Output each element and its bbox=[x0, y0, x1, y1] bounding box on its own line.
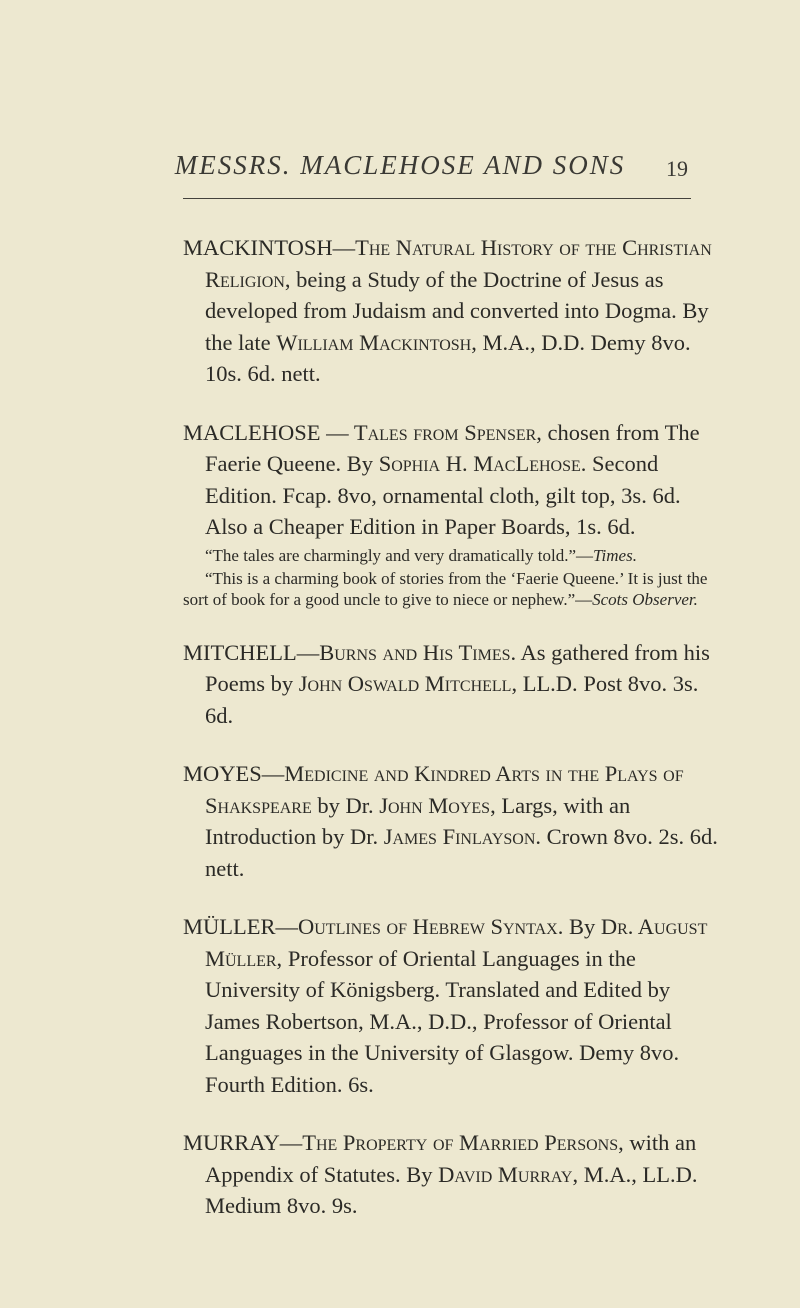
entry-title: —Burns and His Times. bbox=[296, 639, 517, 665]
entry-body bbox=[183, 1127, 723, 1222]
entry-author: MACLEHOSE bbox=[183, 419, 321, 445]
catalogue-entry bbox=[183, 637, 723, 732]
entry-person: John Moyes, bbox=[379, 792, 496, 818]
entry-text: By bbox=[563, 914, 601, 939]
entry-body bbox=[183, 637, 723, 732]
quote-source: Times. bbox=[593, 545, 637, 565]
entry-title: —Outlines of Hebrew Syntax. bbox=[275, 914, 564, 939]
entry-author: MACKINTOSH bbox=[183, 235, 333, 260]
entry-rest: Crown 8vo. 2s. 6d. nett. bbox=[205, 824, 718, 881]
page-number: 19 bbox=[666, 156, 688, 181]
entry-person: William Mackintosh, M.A., D.D. bbox=[276, 329, 585, 355]
page-header bbox=[0, 150, 800, 210]
entry-title: —The Property of Married Persons, bbox=[279, 1130, 624, 1155]
catalogue-entry bbox=[183, 911, 723, 1100]
entry-person: John Oswald Mitchell, LL.D. bbox=[298, 671, 578, 696]
press-quote bbox=[183, 568, 723, 610]
entry-rest: Demy 8vo. 10s. 6d. nett. bbox=[205, 329, 691, 386]
entry-body bbox=[183, 232, 723, 390]
catalogue-entries bbox=[183, 232, 723, 1249]
quote-text: “The tales are charmingly and very dramatically told.”— bbox=[205, 545, 594, 565]
entry-text: by Dr. bbox=[311, 792, 380, 818]
catalogue-entry bbox=[183, 417, 723, 610]
entry-body bbox=[183, 417, 723, 543]
entry-text: with an Appendix of Statutes. By bbox=[205, 1130, 697, 1187]
quote-source: Scots Observer. bbox=[592, 589, 698, 609]
entry-text: chosen from The Faerie Queene. By bbox=[205, 419, 700, 476]
press-quote bbox=[183, 545, 723, 566]
entry-author: MURRAY bbox=[183, 1130, 280, 1155]
quote-text: “This is a charming book of stories from the ‘Faerie Queene.’ It is just the sort of book for a good uncle to give to niece or nephew.”— bbox=[183, 568, 708, 609]
entry-person: Dr. August Müller, bbox=[205, 914, 708, 971]
entry-body bbox=[183, 911, 723, 1100]
entry-body bbox=[183, 758, 723, 884]
entry-text: being a Study of the Doctrine of Jesus as developed from Judaism and converted into Dogma. By the late bbox=[205, 266, 709, 355]
entry-rest: Professor of Oriental Languages in the University of Königsberg. Translated and Edited by James Robertson, M.A., D.D., Professor of Oriental Languages in the University of Glasgow. Demy 8vo. Fourth Edition. 6s. bbox=[205, 945, 680, 1097]
entry-author: MOYES bbox=[183, 761, 262, 786]
entry-rest: Largs, with an Introduction by Dr. bbox=[205, 792, 631, 849]
entry-rest: Second Edition. Fcap. 8vo, ornamental cloth, gilt top, 3s. 6d. Also a Cheaper Edition in Paper Boards, 1s. 6d. bbox=[205, 451, 681, 539]
catalogue-entry bbox=[183, 758, 723, 884]
entry-rest: Medium 8vo. 9s. bbox=[205, 1193, 358, 1218]
entry-person: James Finlayson. bbox=[383, 824, 542, 849]
entry-title: —Medicine and Kindred Arts in the Plays of Shakspeare bbox=[205, 761, 684, 818]
entry-rest: Post 8vo. 3s. 6d. bbox=[205, 671, 699, 728]
entry-title: —The Natural History of the Christian Religion, bbox=[205, 235, 712, 292]
entry-text: As gathered from his Poems by bbox=[205, 639, 710, 696]
entry-person: David Murray, M.A., LL.D. bbox=[438, 1161, 698, 1187]
running-head: MESSRS. MACLEHOSE AND SONS bbox=[174, 150, 626, 180]
catalogue-entry bbox=[183, 1127, 723, 1222]
entry-author: MÜLLER bbox=[183, 914, 276, 939]
header-rule bbox=[183, 198, 691, 199]
entry-person: Sophia H. MacLehose. bbox=[378, 451, 587, 476]
entry-title: — Tales from Spenser, bbox=[320, 419, 542, 445]
entry-author: MITCHELL bbox=[183, 639, 297, 665]
catalogue-entry bbox=[183, 232, 723, 390]
